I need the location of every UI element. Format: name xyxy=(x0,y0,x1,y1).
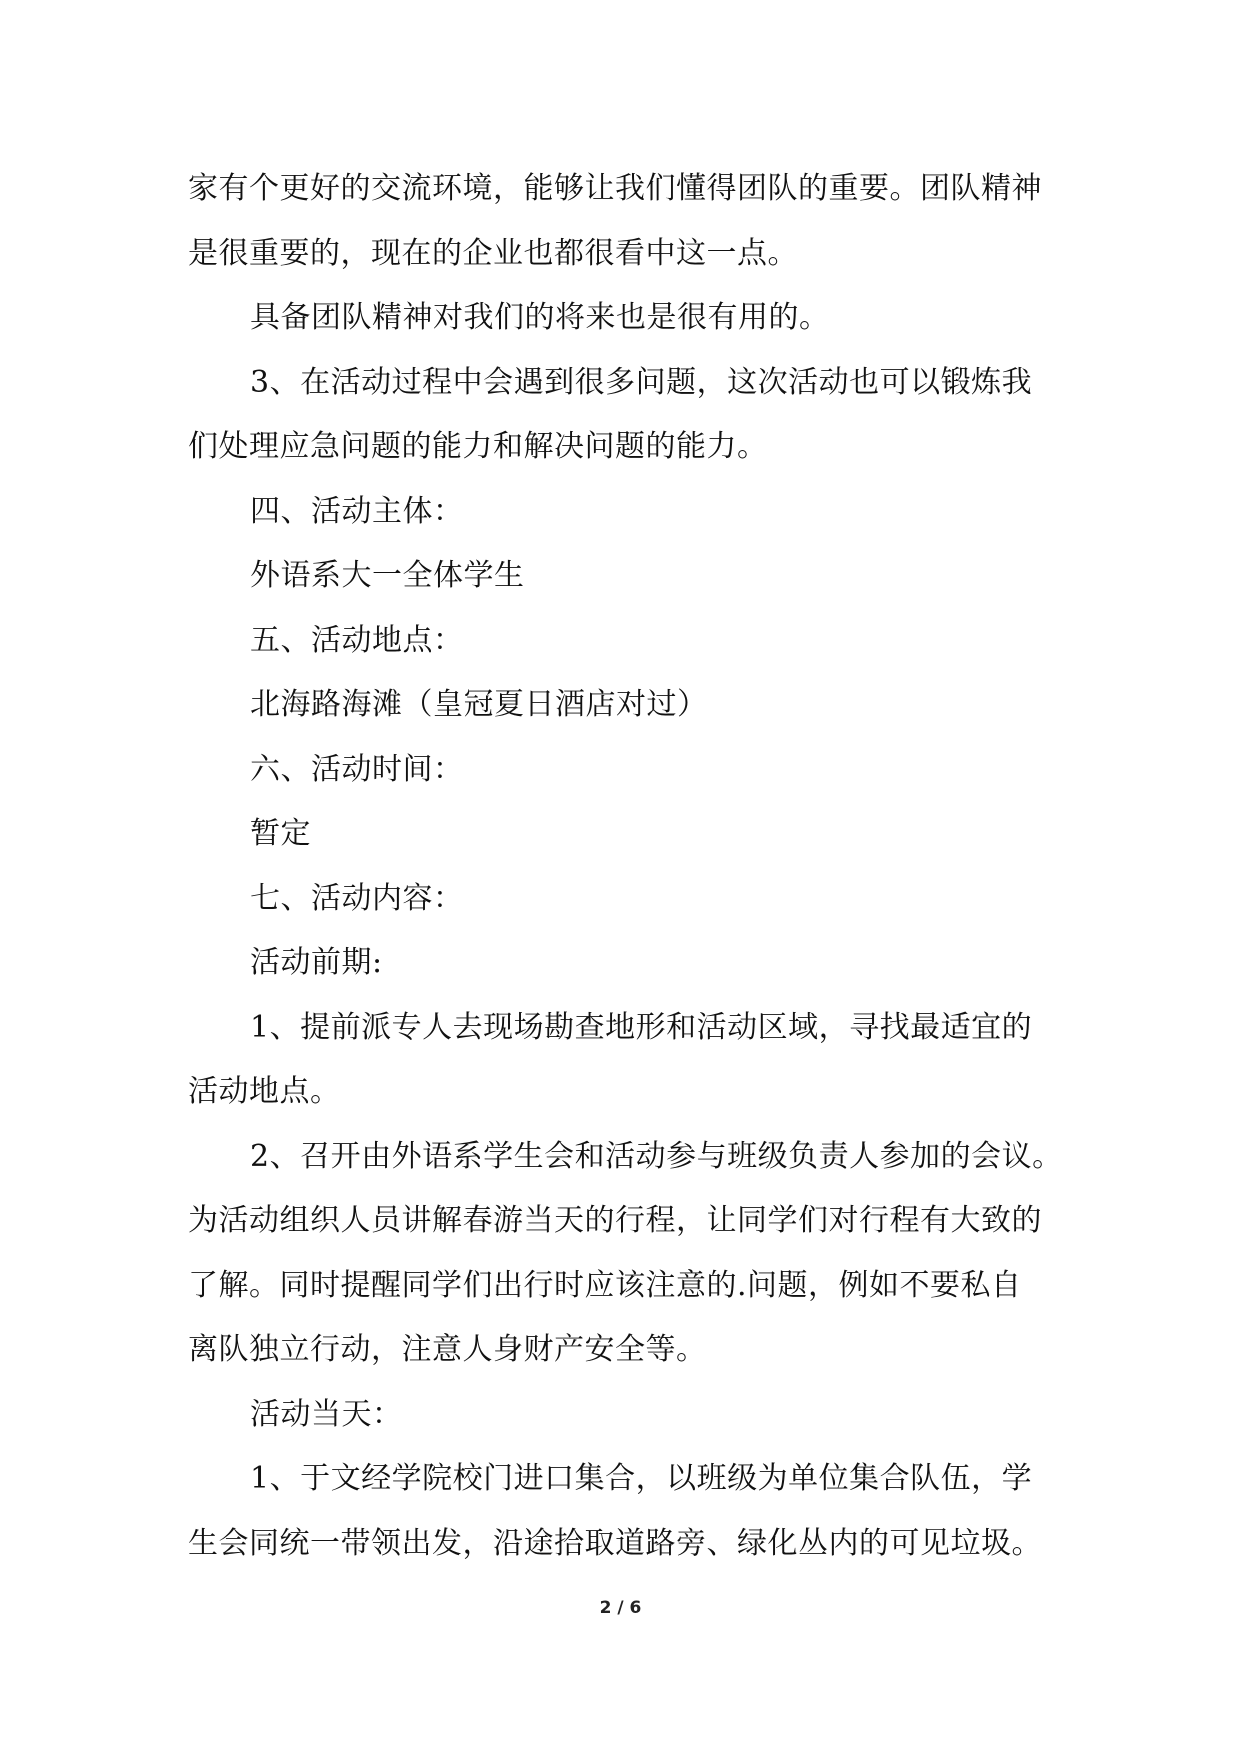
text-line: 生会同统一带领出发，沿途拾取道路旁、绿化丛内的可见垃圾。 xyxy=(188,1525,1042,1561)
text-line: 了解。同时提醒同学们出行时应该注意的.问题，例如不要私自 xyxy=(188,1267,1022,1303)
text-line: 1、提前派专人去现场勘查地形和活动区域，寻找最适宜的 xyxy=(250,1009,1033,1045)
text-line: 北海路海滩（皇冠夏日酒店对过） xyxy=(250,687,708,722)
text-line: 家有个更好的交流环境，能够让我们懂得团队的重要。团队精神 xyxy=(188,171,1042,206)
text-line: 外语系大一全体学生 xyxy=(250,558,525,593)
text-line: 2、召开由外语系学生会和活动参与班级负责人参加的会议。 xyxy=(250,1138,1063,1174)
subsection-heading: 活动前期: xyxy=(250,945,383,980)
text-line: 是很重要的，现在的企业也都很看中这一点。 xyxy=(188,235,798,271)
section-heading: 六、活动时间： xyxy=(250,751,464,787)
section-heading: 七、活动内容： xyxy=(250,880,464,916)
page-number: 2 / 6 xyxy=(599,1598,642,1618)
text-line: 具备团队精神对我们的将来也是很有用的。 xyxy=(250,300,830,335)
text-line: 为活动组织人员讲解春游当天的行程，让同学们对行程有大致的 xyxy=(188,1203,1042,1238)
section-heading: 四、活动主体： xyxy=(250,493,464,529)
text-line: 离队独立行动，注意人身财产安全等。 xyxy=(188,1332,707,1367)
text-line: 1、于文经学院校门进口集合，以班级为单位集合队伍，学 xyxy=(250,1461,1033,1496)
subsection-heading: 活动当天： xyxy=(250,1396,403,1432)
section-heading: 五、活动地点： xyxy=(250,622,464,658)
text-line: 暂定 xyxy=(250,816,311,851)
text-line: 活动地点。 xyxy=(188,1074,341,1109)
text-line: 们处理应急问题的能力和解决问题的能力。 xyxy=(188,429,768,464)
document-body xyxy=(188,157,1068,1576)
text-line: 3、在活动过程中会遇到很多问题，这次活动也可以锻炼我 xyxy=(250,364,1033,400)
